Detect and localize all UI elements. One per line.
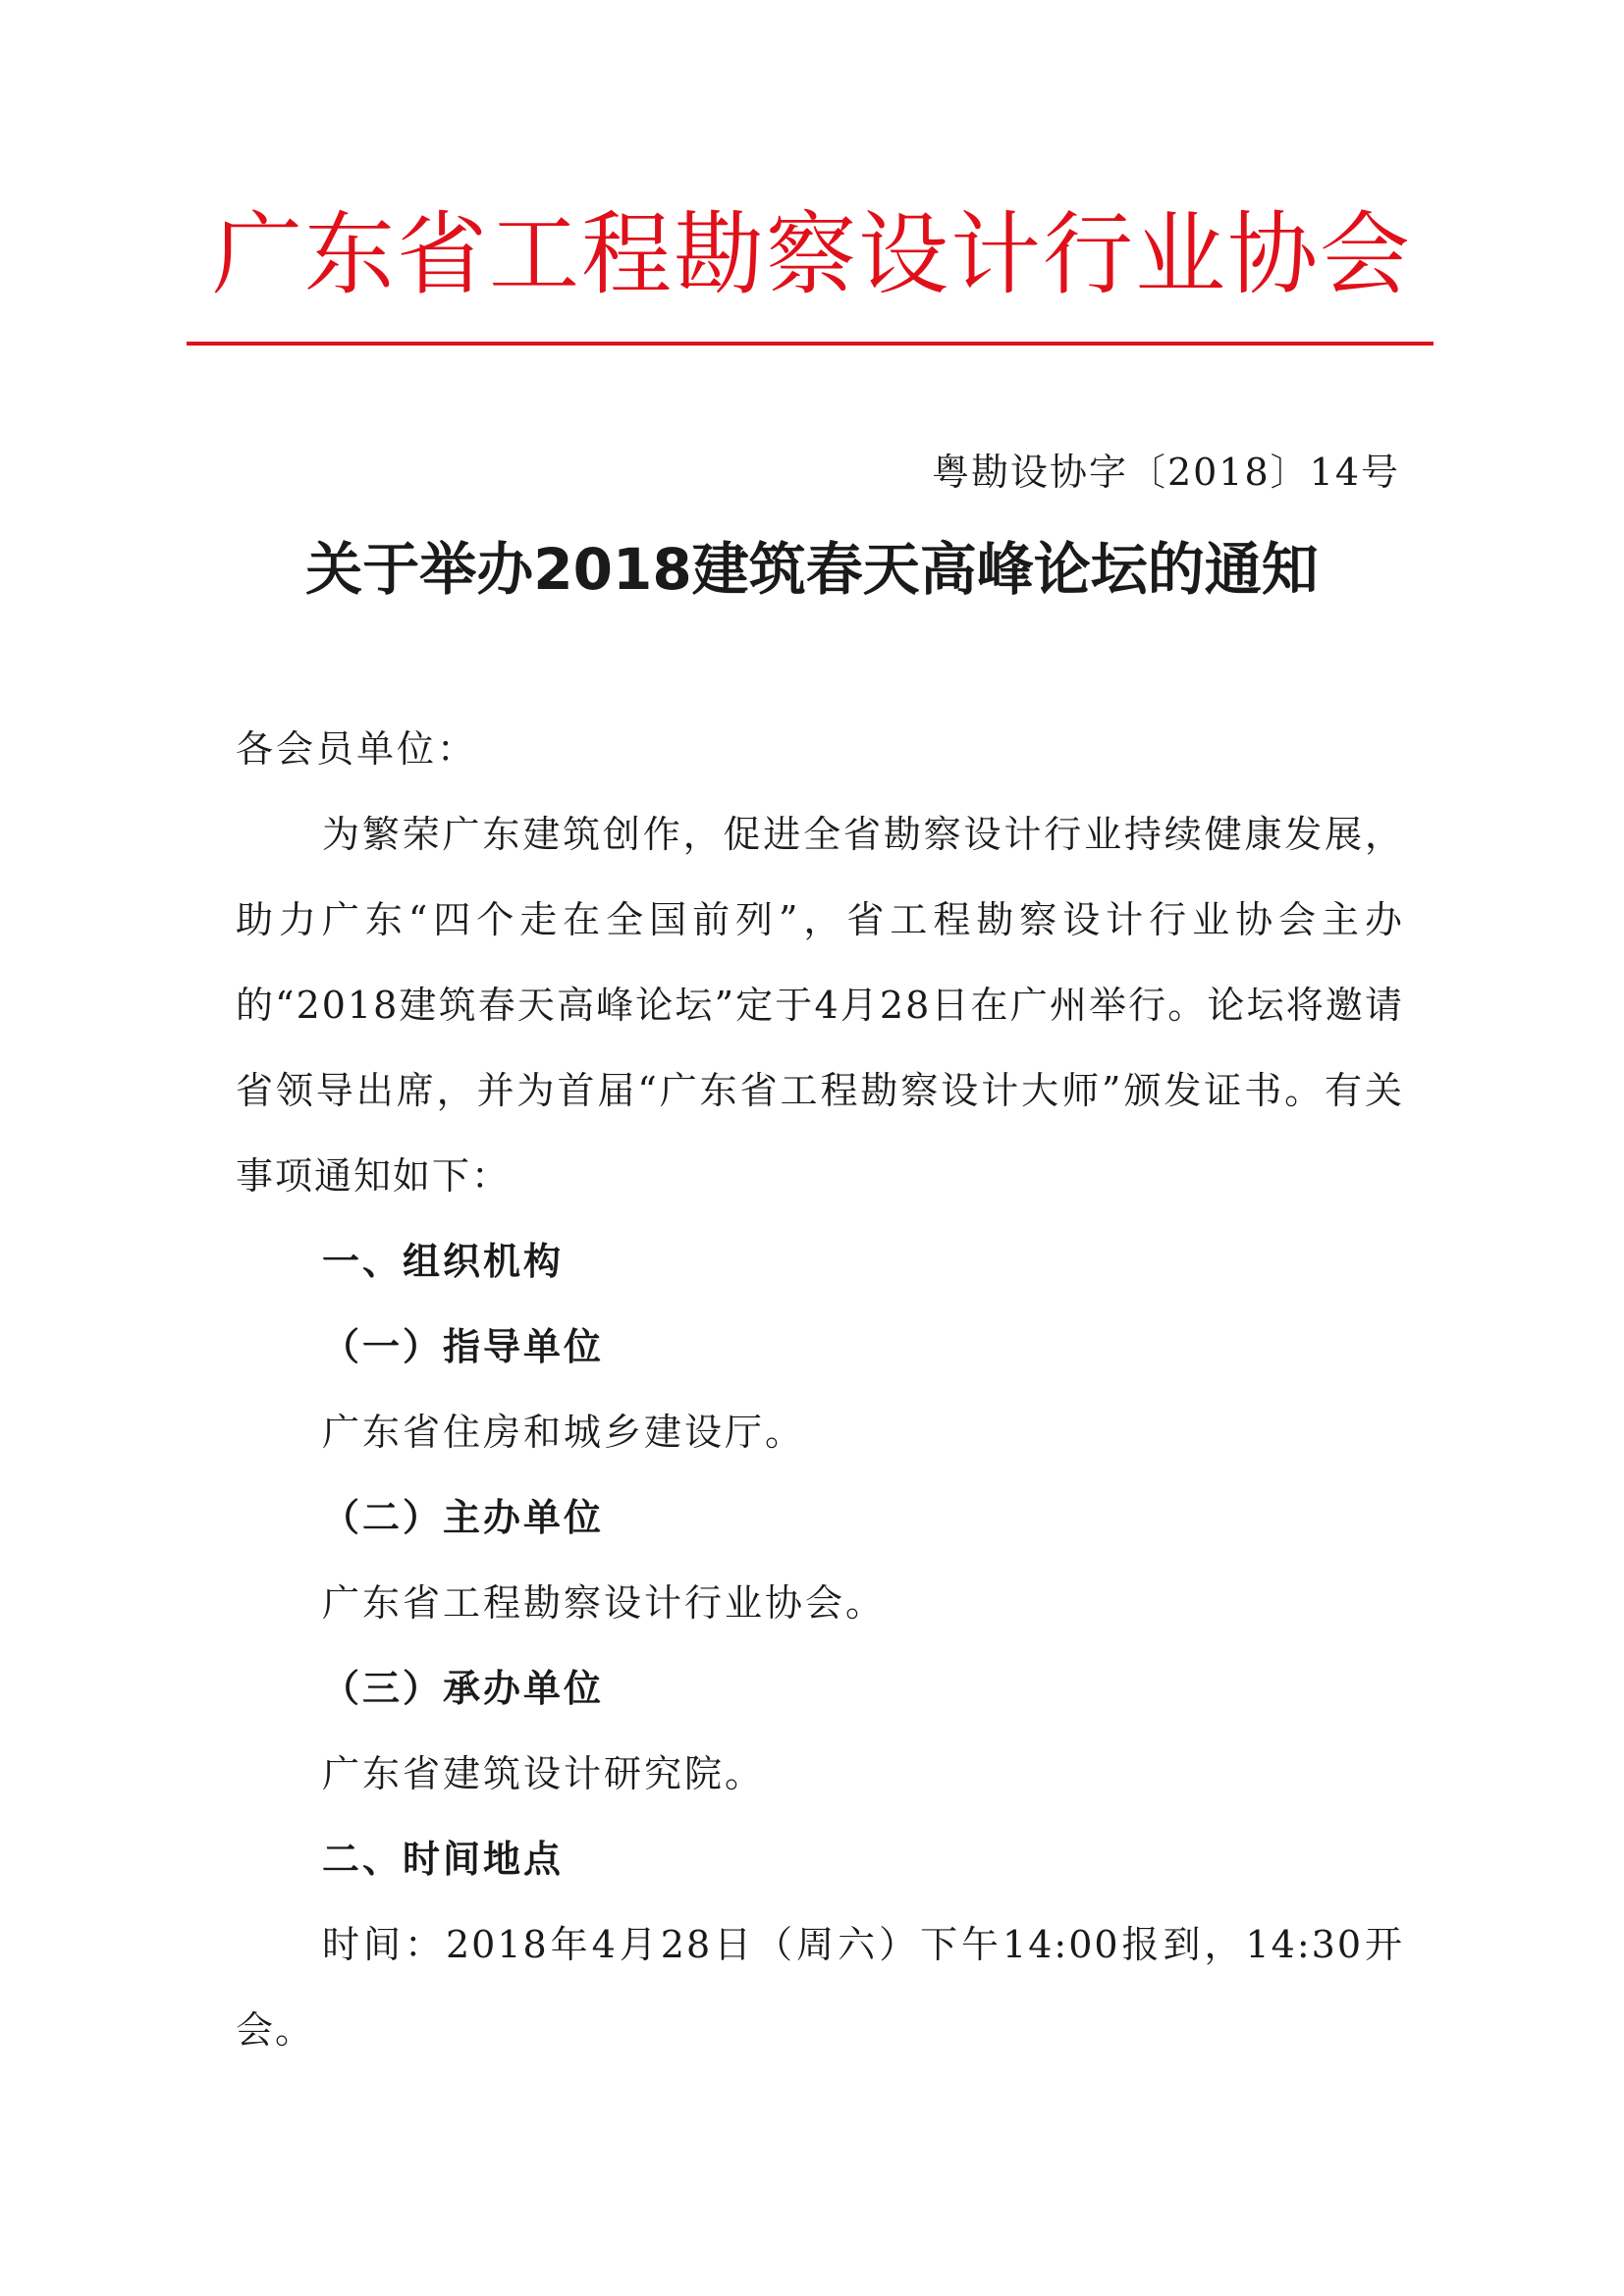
guiding-unit-text: 广东省住房和城乡建设厅。 bbox=[322, 1411, 806, 1454]
subsection-heading-organizer-unit: （三）承办单位 bbox=[322, 1667, 605, 1710]
host-unit-text: 广东省工程勘察设计行业协会。 bbox=[322, 1581, 887, 1625]
section-heading-organization: 一、组织机构 bbox=[322, 1240, 565, 1283]
salutation: 各会员单位： bbox=[236, 727, 478, 771]
document-title: 关于举办2018建筑春天高峰论坛的通知 bbox=[305, 536, 1319, 603]
intro-paragraph: 为繁荣广东建筑创作，促进全省勘察设计行业持续健康发展，助力广东“四个走在全国前列”，省工程勘察设计行业协会主办的“2018建筑春天高峰论坛”定于4月28日在广州举行。论坛将邀请省领导出席，并为首届“广东省工程勘察设计大师”颁发证书。有关事项通知如下： bbox=[236, 813, 1404, 1198]
subsection-heading-host-unit: （二）主办单位 bbox=[322, 1496, 605, 1539]
letterhead-org-name: 广东省工程勘察设计行业协会 bbox=[211, 202, 1412, 307]
subsection-heading-guiding-unit: （一）指导单位 bbox=[322, 1325, 605, 1368]
section-heading-time-place: 二、时间地点 bbox=[322, 1838, 565, 1881]
time-paragraph: 时间：2018年4月28日（周六）下午14:00报到，14:30开会。 bbox=[236, 1923, 1404, 2052]
document-body bbox=[236, 707, 1404, 2073]
letterhead-red-rule bbox=[187, 342, 1434, 346]
document-number: 粤勘设协字〔2018〕14号 bbox=[931, 451, 1400, 494]
organizer-unit-text: 广东省建筑设计研究院。 bbox=[322, 1752, 766, 1795]
